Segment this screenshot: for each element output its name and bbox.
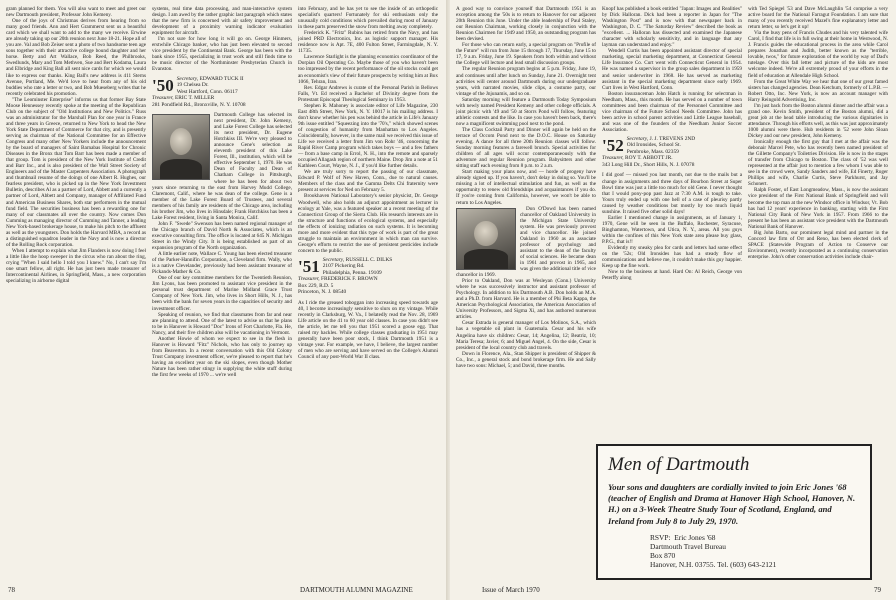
paragraph: Speaking of reunion, we find that classmates from far and near are planning to attend. One of the latest to advise us that he plans to be in Hanover is Howard "Doc" Irons of Fort Charlotte, Fla. He, Nancy, and their five children also will be vacationing in Vermont. <box>152 311 292 336</box>
paragraph: systems, real time data processing, and man-interactive system design. I am awed by the rather graphic last paragraph which states that the new firm is concerned with air safety improvement and development of a proximity warning indicator evaluation equipment for aircraft. <box>152 6 292 37</box>
paragraph: Saturday morning will feature a Dartmouth Today Symposium with newly named President Kemeny and other college officials. A joint picnic with '49 and '50 at Storrs Pond will follow, featuring athletic contests and the like. In case you haven't been back, there's now a magnificent swimming pool next to the pond. <box>456 96 596 127</box>
paragraph: Another Howie of whom we expect to see in the flesh in Hanover is Howard "Fitz" Nichols, who has only to journey up from Beaverton. In a recent conversation with this Old Colony Trust Company investment officer, we're pleased to report that he's having an excellent year on the ski slopes, even though Mother Nature has been rather stingy in supplying the white stuff during the first few weeks of 1970 ... we're well <box>152 335 292 379</box>
paragraph: Now to the business at hand. Hard On: Al Reich, George von Peterffy along <box>602 269 742 282</box>
magazine-name: DARTMOUTH ALUMNI MAGAZINE <box>300 586 413 594</box>
ad-address-line: Hanover, N.H. 03755. Tel. (603) 643-2121 <box>650 560 777 570</box>
paragraph: Ralph Foster, of East Longmeadow, Mass., is now the assistant vice president of the First National Bank of Springfield and will become the top man at the new Windsor office in Windsor, Vt. Bob has had 12 years' experience in banking, starting with the First National City Bank of New York in 1957. From 1966 to the present he has been an assistant vice president with the Dartmouth National Bank of Hanover. <box>748 187 888 230</box>
paragraph: Brookhaven National Laboratory's senior physicist, Dr. George Woodwell, who also holds an adjunct appointment as lecturer in ecology at Yale, was a featured speaker at a recent meeting of the Connecticut Group of the Sierra Club. His research interests are in the structure and functions of ecological systems, and especially the effects of ionizing radiation on such systems. It is becoming more and more evident that this type of work is part of the great struggle to maintain an environment in which man can survive. George's efforts to restrict the use of persistent pesticides include concern to the public. <box>298 193 438 254</box>
paragraph: We are truly sorry to report the passing of our classmate, Edward P. Wolf of New Haven, Conn., due to natural causes. Members of the class and the Gamma Delts Chi fraternity were present at services for Ned on February 5. <box>298 169 438 194</box>
paragraph: with Ted Spiegel '53 and Dave McLaughlin '54 comprise a very active board for the National Farragut Foundation. I am sure that many of you recently received Mazel's fine explanatory letter and return letter, so let's get it up! <box>748 6 888 31</box>
paragraph: Prior to Oakland, Don was at Wesleyan (Conn.) University where he was successively instructor and assistant professor of Psychology. In addition to his Dartmouth A.B. Don holds an M.A. and a Ph.D. from Harvard. He is a member of Phi Beta Kappa, the American Psychological Association, the American Association of University Professors, and Sigma Xi, and has authored numerous articles. <box>456 278 596 321</box>
treasurer-address: 343 Long Hill Dr., Short Hills, N. J. 07078 <box>602 161 695 168</box>
paragraph: Frederick K. "Fritz" Rubins has retired from the Navy, and has joined PRD Electronics, Inc. as logistic support manager. His residence now is Apt. 7E, 400 Fulton Street, Farmingdale, N. Y. 11735. <box>298 30 438 55</box>
treasurer-address: Box 229, R.D. 5 <box>298 282 334 289</box>
treasurer-name: FREDERICK F. BROWN <box>320 276 378 283</box>
ad-address-line: Box 870 <box>650 551 676 561</box>
paragraph: Ironically enough the first guy that I met at the affair was the debonair Marcel Pete, who has recently been named president of the Gillette Company's Toiletries Division. He is now in the stages of transfer from Chicago to Boston. The class of '52 was well represented at the affair just to mention a few whom I was able to see in the crowd were, Sandy Sanders and wife, Ed Finerty, Roger Phillips and wife, Charlie Curtis, Steve Parkhurst, and Jay Schonert. <box>748 139 888 188</box>
ad-contact <box>650 533 860 570</box>
secretary-address: Philadelphia, Penna. 19109 <box>322 269 382 276</box>
class-51-header <box>298 257 438 296</box>
paragraph: I did goof — missed you last month, not due to the mails but a change in assignments and three days of Bourbon Street at Super Bowl time was just a little too much for old Gene. I never thought that I would pony-pop past Jazz at 7:30 A.M. is tough to take. Yours truly ended up with one hell of a case of pleurisy partly caused by weather conditions but mostly by too much liquid sunshine. It raised five other solid days! <box>602 172 742 215</box>
paragraph: Wendell Curtis has been appointed assistant director of special marketing, special marketing department, at Connecticut General Life Insurance Co. Curt went with Connecticut General in 1954. He was named a supervisor in the group sales department in 1959 and senior underwriter in 1968. He has served as marketing assistant in the special marketing department since early 1969. Curt lives in West Hartford, Conn. <box>602 48 742 91</box>
right-column-2 <box>602 6 742 440</box>
class-year: '51 <box>298 256 320 276</box>
paragraph: I'm not sure for how long it will go on. George Hinmers, erstwhile Chicago banker, who has just been elevated to second vice president by the Continental Bank. George has been with the bank since 1955, specializing in trust work and still finds time to be music director of the Northminster Presbyterian Church in Evanston. <box>152 36 292 73</box>
left-column-1 <box>6 6 146 580</box>
treasurer-name: ROY T. ABBOTT JR. <box>624 155 673 162</box>
paragraph: The regular Reunion program begins at 5 p.m. Friday, June 19, and continues until after lunch on Sunday, June 21. Overnight tent activities will center around Dartmouth during our undergraduate years, with narrated movies, slide clips, a costume party, our vintage of the Jnjunamis, and so on. <box>456 66 596 97</box>
paragraph: Evidently my sneaky plea for cards and letters had some effect on the '52s; Old Ironsides has had a steady flow of communications and believe me, it couldn't make this guy happier. Keep up the fine work. <box>602 245 742 270</box>
secretary-name: J. J. TREVENS 2ND <box>649 135 696 142</box>
secretary-label: Secretary, <box>626 135 649 142</box>
class-year: '52 <box>602 135 624 155</box>
paragraph: From the Great White Way we hear that one of our great famed sisters has changed agencies. Dean Ketchum, formerly of L.P.B. — Robert Otto, Inc. New York, is now an account manager with Harry Reingold Advertising, Inc. <box>748 78 888 103</box>
ad-title: Men of Dartmouth <box>608 454 750 475</box>
treasurer-name: ERIC T. MILLER <box>174 95 215 102</box>
rsvp-name: Eric Jones '68 <box>674 532 716 542</box>
treasurer-label: Treasurer, <box>152 95 174 102</box>
issue-date: Issue of March 1970 <box>482 586 540 594</box>
secretary-address: Pembroke, Mass. 02359 <box>626 148 679 155</box>
class-52-header <box>602 136 742 169</box>
portrait-photo <box>152 114 210 180</box>
paragraph: As I ride the greased toboggan into increasing speed towards age 40, I become increasingly sensitive to slurs on my vintage. While recently in Clarksburg, W. Va., I belatedly read the Nov. 28, 1969 Life article on the 41 to 60 year old classes. In case you didn't see the article, let me tell you that 1951 scored a goose egg. That raised my hackles. While college classes graduating in 1951 may generally have been poor stock, I think Dartmouth 1951 is a vintage year. For example, we have, I believe, the largest number of men who are serving and have served on the College's Alumni Council of any post-World War II class. <box>298 299 438 361</box>
paragraph: "The Leominster Enterprise" informs us that former Bay State Moose Hennessey recently spoke at the meeting of the Republican Club on the subject of "Old Institutions and New Politics." Russ was an administrator for the Marshall Plan for one year in France and three years in Greece, returned to New York to head the New York State Department of Commerce for that city, and is presently serving as chairman of the National Committee for an Effective Congress and many other New Yorkers include the announcement by the board of managers of Saint Barnabas Hospital for Chronic Diseases in the Bronx that Tom Barr has been made a member of that group. Tom is president of the New York Institute of Credit and Barr Inc., and is also president of the Wall Street Society of Engineers and of the Master Carpenters Association. A photograph and thumbnail resume of the doings of one Albert R. Hughes, our fearless president, who is picked up in the New York Investment Bulletin, describes Al as a partner of Lord, Abbett and a currently a partner of Lord, Abbett and Company, manager of Affiliated Fund and American Business Shares, both star performers in the mutual fund field. The securities business has been a rewarding one for many of our classmates all over the country. Now comes Don Cumming as managing director of Cumming and Tanner, a leading New York-based brokerage house, to make his pitch to the affluent as well as the youngsters. Don holds the Harvard MBA, a record as a distinguished squadron leader in the Navy and is now a director of the Rolling Rock corporation. <box>6 96 146 248</box>
paragraph: Via the busy pens of Francis Chudes and his very talented wife Carol, I find that life is in full swing at their home in Westwood, N. J. Francis guides the educational process in the area while Carol prepares Jonathan and Judith, better known as the "terrible, lovable, twos," for future exploration of the world by way of Dad's tutelage. Over this fall letter and picture of the kids are most welcome indeed. We're all extremely proud of your efforts in the field of education at Allendale High School. <box>748 30 888 79</box>
secretary-address: Old Ironsides, School St. <box>626 142 681 149</box>
paragraph: Start making your plans now, and — horde of progeny have already signed up. If you haven't, don't delay in doing so. You'll be missing a lot of intellectual stimulation and fun, as well as the opportunity to renew old friendships and acquaintances if you do. If you're coming from California, however, we won't be able to return to Los Angeles. <box>456 169 596 206</box>
secretary-address: West Hartford, Conn. 06117 <box>176 88 238 95</box>
secretary-name: RUSSELL C. DILKS <box>345 256 393 263</box>
page-number-left: 78 <box>8 586 15 594</box>
paragraph: One of the joys of Christmas derives from hearing from so many good friends. Ann and Hert Grammerst sent us a beautiful card which we shall want to add to the many we receive. Erwine are already taking up our 20th reunion next June 18-21. Hope all of you are. Val and Bob Zeiser sent a photo of two handsome teen age sons together with their attractive college bound daughter and her horse. Betty and Art Wallace, Bob Reed, the Philbrooks, Swedlunds, Mary and Tom Methven, Sue and Bert Kodama, Laura and Elbridge and King Ball all sent nice cards for which we would like to express our thanks. King Ball's new address is 411 Sterns Avenue, Portland, Me. We'd love to hear from any of his old buddies who rate a letter or two, and Bob Mueseberg writes that he recently celebrated his promotion. <box>6 18 146 97</box>
left-column-3 <box>298 6 438 580</box>
portrait-photo <box>456 208 516 270</box>
treasurer-label: Treasurer, <box>602 155 624 162</box>
rsvp-label: RSVP: <box>650 532 671 542</box>
paragraph: Earlier I mentioned change in assignments, as of January 1, 1970, Gene will be seen in the Buffalo, Rochester, Syracuse, Binghamton, Watertown, and Utica, N. Y., areas. All you guys within the confines of this New York state area please buy glass, P.P.G., that is!! <box>602 214 742 245</box>
right-column-1 <box>456 6 596 580</box>
paragraph: A good way to convince yourself that Dartmouth 1951 is an exception among the '50s is to return to Hanover for our adjacent 20th Reunion this June. Under the able leadership of Paul Staley, our Reunion Chairman, working closely in conjunction with the Reunion Chairmen for 1949 and 1950, an outstanding program has been devised. <box>456 6 596 43</box>
paragraph: Rev. Edgar Andrews is curate of the Personal Parish in Bellows Falls, Vt. Ed received a Bachelor of Divinity degree from the Protestant Episcopal Theological Seminary in 1953. <box>298 84 438 103</box>
paragraph: I'm just back from the Boston alumni dinner and the affair was a grand one. Kevin Smith, president of the Boston alumni, did a great job at the head table introducing the various dignitaries in attendance. Through his efforts well, as this was just approximately 1000 alumni were there. Hub residents in '52 were John Sloan Dickey and our new president, John Kemeny. <box>748 102 888 139</box>
paragraph: John F. "Swede" Swenson has been named regional manager of the Chicago branch of David North & Associates, which is an executive consulting firm. The office is located at 645 N. Michigan Street in the Windy City. It is being established as part of an expansion program of the North organization. <box>152 220 292 252</box>
page-gutter <box>446 0 450 600</box>
secretary-address: 2107 Pickering Rd. <box>322 263 365 270</box>
right-column-3 <box>748 6 888 440</box>
paragraph: One of our key committee members for the Twentieth Reunion, Jim Lyons, has been promoted to assistant vice president in the personal trust department of Marine Midland Grace Trust Company of New York. Jim, who lives in Short Hills, N. J., has been with the bank for seven years in the capacities of security and investment officer. <box>152 275 292 312</box>
paragraph: Stephen R. Mahoney is associate editor of Life Magazine, 230 East 48th Street, New York, N. Y. 10017 is his mailing address. I don't know whether his pen was behind the article in Life's January 9th issue entitled "Squeezing into the '70's," which showed scenes of congestion of humanity from Manhattan to Los Angeles. Coincidentally, however, in the same mail we received this issue of Life we received a letter from Jim von Rohr '46, concerning the Rapid River Camp program which takes boys — and a few fathers — from a base camp in Errol, N. H., into the remote and sparsely occupied Allagash region of northern Maine. Drop Jim a note at 51 Kathleen Court, Wayne, N. J., if you'd like further details. <box>298 102 438 170</box>
ad-body: Your sons and daughters are cordially invited to join Eric Jones '68 (teacher of English and Drama at Hanover High School, Hanover, N. H.) on a 3-Week Theatre Study Tour of Scotland, England, and Ireland from July 8 to July 29, 1970. <box>608 482 856 526</box>
treasurer-address: 281 Pondfield Rd., Bronxville, N. Y. 10708 <box>152 101 246 108</box>
page-number-right: 79 <box>874 586 881 594</box>
paragraph: For those who can return early, a special program on "Profile of the Future" will run from June 15 through 17, Thursday, June 15 to 17, 9 a.m. Friday, June 19. Speakers from both within and without the College will lecture and lead small discussion groups. <box>456 42 596 67</box>
paragraph: Boston insuranceman John Hatch is running for selectman in Needham, Mass., this month. He has served on a number of town committees and been chairman of the Personnel Committee and vice chairman of the Future School Needs Committee. John has been active in school parent activities and Little League baseball, and was one of the founders of the Needham Junior Soccer Association. <box>602 90 742 133</box>
paragraph: into February, and he has yet to see the inside of an orthopedic specialist's quarters! Fortunately for ski enthusiasts only the unusually cold conditions which prevailed during most of January in these parts preserved the snow from melting away completely. <box>298 6 438 31</box>
secretary-name: EDWARD TUCK II <box>199 75 244 82</box>
class-year: '50 <box>152 75 174 95</box>
paragraph: Big John Barto, our prominent legal mind and partner in the Concord law firm of Orr and Reno, has been elected clerk of SPACE (Statewide Program of Action to Conserve our Environment), recently incorporated as a continuing conservation enterprise. John's other conservation activities include chair- <box>748 229 888 260</box>
ad-address-line: Dartmouth Travel Bureau <box>650 542 726 552</box>
treasurer-label: Treasurer, <box>298 276 320 283</box>
class-50-header <box>152 76 292 109</box>
paragraph: Dartmouth College has selected its next president, Dr. John Kemeny, and Lake Forest College has selected its next president, Dr. Eugene Hotchkiss III. We're very pleased to announce Gene's selection as eleventh president of this Lake Forest, Ill., institution, which will be effective September 1, 1970. He was Dean of Faculty and Dean of Chatham College in Pittsburgh, where he has been for about two years since returning to the east from Harvey Mudd College, Claremont, Calif., where he was dean of the college. Gene is a member of the Lake Forest Board of Trustees, and several members of his family are residents of the Chicago area, including his brother Jim, who lives in Hinsdale; Frank Hotchkiss has been a Lake Forest resident, living in Santa Monica, Calif. <box>152 112 292 221</box>
paragraph: A little earlier note, Wallace C. Young has been elected treasurer of the Parker-Hannifin Corporation, a Cleveland firm. Wally, who is a native Clevelander, previously had been assistant treasurer of Pickands-Mather & Co. <box>152 251 292 276</box>
left-column-2 <box>152 6 292 580</box>
secretary-label: Secretary, <box>322 256 345 263</box>
paragraph: Cesar Estrada is general manager of Los Molinos, S.A., which has a vegetable oil plant in Guatemala. Cesar and his wife Angelina have six children: Cesar, 14; Angelina, 12; Beatriz, 10; Maria Teresa; Javier, 6; and Miguel Angel, 4. On the side, Cesar is president of the local country club and travels. <box>456 320 596 351</box>
paragraph: gram planned for them. You will also want to meet and greet our new Dartmouth president, Professor John Kemeny. <box>6 6 146 19</box>
paragraph: Don O'Dowd has been named chancellor of Oakland University in the Michigan State University system. He was previously provost and vice chancellor. He joined Oakland in 1960 as an associate professor of psychology and assistant to the dean of the faculty of social sciences. He became dean in 1961 and provost in 1965, and was given the additional title of vice chancellor in 1969. <box>456 205 596 279</box>
travel-advertisement <box>596 444 872 580</box>
paragraph: Down in Florence, Ala., Stan Shipper is president of Shipper & Co., Inc., a general stock and bond brokerage firm. He and Sally have two sons: Michael, 5; and David, three months. <box>456 350 596 369</box>
paragraph: Lawrence Starlight is the planning economics coordinator of the Dorpian Oil Operating Co. Maybe those of you who haven't been too impressed by the recent performance of the oil stocks could get an economist's view of their future prospects by writing him at Box 1066, Tehran, Iran. <box>298 54 438 85</box>
secretary-label: Secretary, <box>176 75 199 82</box>
paragraph: The Class Cocktail Party and Dinner will again be held on the terrace of Occom Pond next to the D.O.C. House on Saturday evening. A dance for all three 20th Reunion classes will follow. Sunday morning features a farewell brunch. Special activities for children of all ages will occur contemporaneously with the adventure and regular Reunion program. Babysitters and other sitting staff each evening from 8 p.m. to 2 a.m. <box>456 126 596 170</box>
secretary-address: 19 Chelsea Dr. <box>176 82 209 89</box>
paragraph: When I attempt to explain what Jim Flanders is now doing I feel a little like the hoop sweeper in the circus who ran about the ring, crying "When I said hello I told you I knew." No, I can't say I'm one smart fellow, all right. He has just been made treasurer of Intercontinental Airlines, in Springfield, Mass., a new corporation specializing in airborne digital <box>6 247 146 285</box>
paragraph: Knopf has published a book entitled "Japan: Images and Realities" by Dick Halloran. Dick had been a reporter in Japan for "The Washington Post" and is now with that newspaper back in Washington, D. C. "The Saturday Review" described the book as "excellent. ... Halloran has dissected and examined the Japanese character with scholarly sensitivity, and in language that any layman can understand and enjoy." <box>602 6 742 49</box>
treasurer-address: Princeton, N. J. 08540 <box>298 289 347 296</box>
